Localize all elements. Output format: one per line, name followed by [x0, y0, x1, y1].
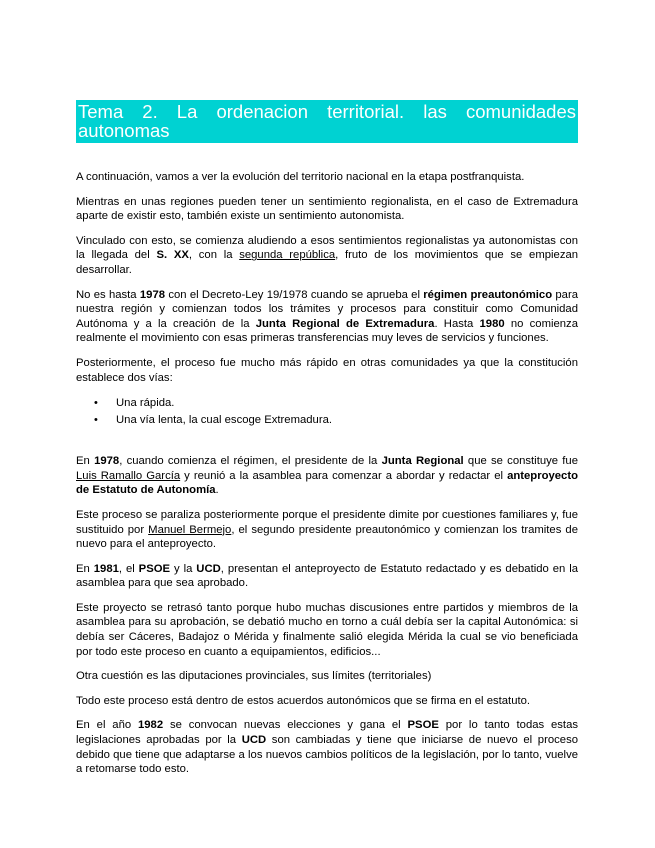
document-page: [76, 100, 578, 787]
ways-list: [76, 395, 578, 428]
list-item: • Una vía lenta, la cual escoge Extremadura.: [76, 412, 578, 429]
paragraph-autonomism-origins: Vinculado con esto, se comienza aludiendo a esos sentimientos regionalistas ya autonomistas con la llegada del S. XX, con la segunda república, fruto de los movimientos que se empiezan desarrollar.: [76, 234, 579, 276]
paragraph-preautonomic-regime: No es hasta 1978 con el Decreto-Ley 19/1978 cuando se aprueba el régimen preautonómico para nuestra región y comienzan todos los trámites y procesos para constituir como Comunidad Autónoma y a la creación de la Junta Regional de Extremadura. Hasta 1980 no comienza realmente el movimiento con esas primeras transferencias muy leves de servicios y funciones.: [76, 288, 579, 345]
paragraph-1982: En el año 1982 se convocan nuevas elecciones y gana el PSOE por lo tanto todas estas legislaciones aprobadas por la UCD son cambiadas y tiene que iniciarse de nuevo el proceso debido que tiene que adaptarse a los nuevos cambios políticos de la legislación, por lo tanto, vuelve a retomarse todo esto.: [76, 719, 579, 776]
paragraph-estatuto: Todo este proceso está dentro de estos acuerdos autonómicos que se firma en el estatuto.: [76, 694, 531, 707]
paragraph-1981: En 1981, el PSOE y la UCD, presentan el anteproyecto de Estatuto redactado y es debatido en la asamblea para que sea aprobado.: [76, 562, 578, 590]
link-segunda-republica: segunda república: [239, 249, 336, 262]
paragraph-capital-debate: Este proyecto se retrasó tanto porque hubo muchas discusiones entre partidos y miembros de la asamblea para su aprobación, se debatió mucho en torno a cuál debía ser la capital Autonómica: si debía ser Cáceres, Badajoz o Mérida y finalmente salió elegida Mérida la cual se vio beneficiada por todo este proceso en cuanto a equipamientos, edificios...: [76, 601, 578, 658]
paragraph-two-ways: Posteriormente, el proceso fue mucho más rápido en otras comunidades ya que la constitución establece dos vías:: [76, 356, 578, 384]
bullet-icon: •: [94, 413, 98, 426]
paragraph-bermejo: Este proceso se paraliza posteriormente porque el presidente dimite por cuestiones familiares y, fue sustituido por Manuel Bermejo, el segundo presidente preautonómico y comienzan los tramites de nuevo para el anteproyecto.: [76, 508, 578, 551]
link-luis-ramallo: Luis Ramallo García: [76, 469, 181, 482]
bullet-icon: •: [94, 397, 98, 410]
document-title: Tema 2. La ordenacion territorial. las comunidades autonomas: [78, 101, 576, 141]
spacer: [76, 438, 578, 454]
paragraph-regionalism: Mientras en unas regiones pueden tener un sentimiento regionalista, en el caso de Extremadura aparte de existir esto, también existe un sentimiento autonomista.: [76, 195, 578, 223]
list-item: • Una rápida.: [76, 395, 578, 412]
paragraph-intro: A continuación, vamos a ver la evolución del territorio nacional en la etapa postfranquista.: [76, 171, 525, 183]
link-manuel-bermejo: Manuel Bermejo: [148, 523, 232, 536]
paragraph-diputaciones: Otra cuestión es las diputaciones provinciales, sus límites (territoriales): [76, 670, 432, 683]
paragraph-junta-regional: En 1978, cuando comienza el régimen, el presidente de la Junta Regional que se constituye fue Luis Ramallo García y reunió a la asamblea para comenzar a abordar y redactar el anteproyecto de Estatuto de Autonomía.: [76, 455, 578, 497]
